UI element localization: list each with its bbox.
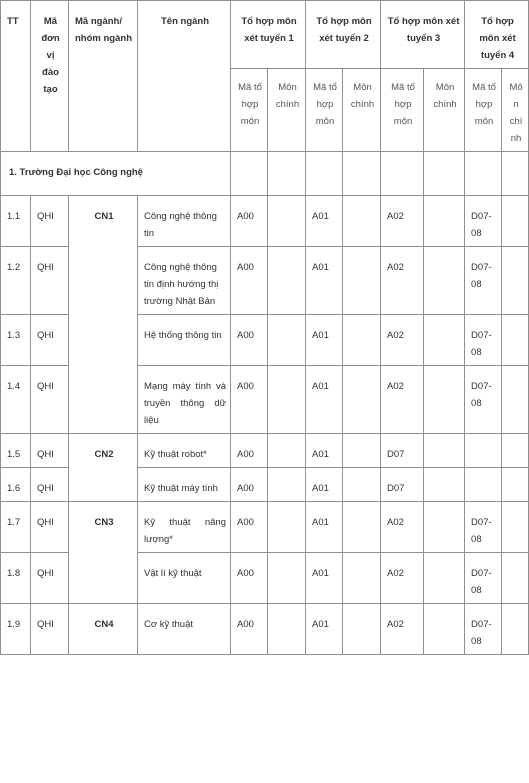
header-ma-to-hop-1: Mã tổ hợp môn xyxy=(231,69,268,152)
row-combo-1: A00 xyxy=(231,604,268,655)
header-ma-to-hop-4: Mã tổ hợp môn xyxy=(465,69,502,152)
group-code-cn4: CN4 xyxy=(69,604,138,655)
row-unit: QHI xyxy=(31,502,69,553)
header-to-hop-2: Tổ hợp môn xét tuyển 2 xyxy=(306,1,381,69)
row-tt: 1.3 xyxy=(1,315,31,366)
row-combo-3: A02 xyxy=(381,502,424,553)
row-combo-1: A00 xyxy=(231,247,268,315)
header-tt: TT xyxy=(1,1,31,152)
row-combo-2: A01 xyxy=(306,434,343,468)
row-combo-2: A01 xyxy=(306,247,343,315)
row-name: Kỹ thuật năng lượng* xyxy=(138,502,231,553)
row-combo-1: A00 xyxy=(231,366,268,434)
header-ma-nganh: Mã ngành/ nhóm ngành xyxy=(69,1,138,152)
row-tt: 1.1 xyxy=(1,196,31,247)
row-combo-3: A02 xyxy=(381,247,424,315)
row-combo-2: A01 xyxy=(306,604,343,655)
row-unit: QHI xyxy=(31,434,69,468)
row-combo-3: A02 xyxy=(381,315,424,366)
row-name: Công nghệ thông tin định hướng thị trường Nhật Bản xyxy=(138,247,231,315)
row-combo-3: A02 xyxy=(381,553,424,604)
row-combo-2: A01 xyxy=(306,366,343,434)
row-name: Mạng máy tính và truyền thông dữ liệu xyxy=(138,366,231,434)
header-ma-to-hop-3: Mã tổ hợp môn xyxy=(381,69,424,152)
row-combo-3: D07 xyxy=(381,468,424,502)
group-code-cn1: CN1 xyxy=(69,196,138,434)
row-name: Cơ kỹ thuật xyxy=(138,604,231,655)
row-tt: 1.5 xyxy=(1,434,31,468)
row-tt: 1.2 xyxy=(1,247,31,315)
row-unit: QHI xyxy=(31,247,69,315)
section-row xyxy=(1,152,529,196)
row-unit: QHI xyxy=(31,196,69,247)
header-mon-chinh-3: Môn chính xyxy=(424,69,465,152)
row-combo-1: A00 xyxy=(231,502,268,553)
row-combo-1: A00 xyxy=(231,196,268,247)
row-combo-2: A01 xyxy=(306,315,343,366)
header-row-1 xyxy=(1,1,529,69)
row-tt: 1.7 xyxy=(1,502,31,553)
row-unit: QHI xyxy=(31,604,69,655)
row-tt: 1.8 xyxy=(1,553,31,604)
row-combo-1: A00 xyxy=(231,553,268,604)
row-tt: 1.9 xyxy=(1,604,31,655)
row-tt: 1.4 xyxy=(1,366,31,434)
group-code-cn2: CN2 xyxy=(69,434,138,502)
row-unit: QHI xyxy=(31,553,69,604)
row-name: Kỹ thuật máy tính xyxy=(138,468,231,502)
header-ten-nganh: Tên ngành xyxy=(138,1,231,152)
row-unit: QHI xyxy=(31,468,69,502)
row-combo-4: D07-08 xyxy=(465,247,502,315)
table-row xyxy=(1,434,529,468)
row-unit: QHI xyxy=(31,366,69,434)
header-to-hop-4: Tổ hợp môn xét tuyển 4 xyxy=(465,1,529,69)
row-combo-4: D07-08 xyxy=(465,502,502,553)
row-name: Hệ thống thông tin xyxy=(138,315,231,366)
row-combo-1: A00 xyxy=(231,468,268,502)
row-combo-2: A01 xyxy=(306,553,343,604)
header-mon-chinh-2: Môn chính xyxy=(343,69,381,152)
row-combo-1: A00 xyxy=(231,434,268,468)
row-combo-3: A02 xyxy=(381,604,424,655)
group-code-cn3: CN3 xyxy=(69,502,138,604)
header-mon-chinh-4: Môn chính xyxy=(502,69,529,152)
row-name: Vật lí kỹ thuật xyxy=(138,553,231,604)
table-row xyxy=(1,604,529,655)
row-combo-2: A01 xyxy=(306,502,343,553)
row-combo-4: D07-08 xyxy=(465,315,502,366)
header-ma-to-hop-2: Mã tổ hợp môn xyxy=(306,69,343,152)
row-name: Kỹ thuật robot* xyxy=(138,434,231,468)
row-combo-4: D07-08 xyxy=(465,366,502,434)
row-combo-1: A00 xyxy=(231,315,268,366)
row-combo-3: D07 xyxy=(381,434,424,468)
row-combo-4 xyxy=(465,468,502,502)
row-combo-3: A02 xyxy=(381,196,424,247)
row-combo-4: D07-08 xyxy=(465,553,502,604)
row-combo-4 xyxy=(465,434,502,468)
header-mon-chinh-1: Môn chính xyxy=(268,69,306,152)
row-combo-2: A01 xyxy=(306,468,343,502)
table-row xyxy=(1,502,529,553)
header-ma-don-vi: Mã đơn vị đào tạo xyxy=(31,1,69,152)
header-to-hop-3: Tổ hợp môn xét tuyển 3 xyxy=(381,1,465,69)
row-tt: 1.6 xyxy=(1,468,31,502)
header-to-hop-1: Tổ hợp môn xét tuyển 1 xyxy=(231,1,306,69)
table-row xyxy=(1,196,529,247)
section-title: 1. Trường Đại học Công nghệ xyxy=(1,152,231,196)
row-combo-2: A01 xyxy=(306,196,343,247)
row-combo-4: D07-08 xyxy=(465,196,502,247)
row-combo-4: D07-08 xyxy=(465,604,502,655)
row-combo-3: A02 xyxy=(381,366,424,434)
row-name: Công nghệ thông tin xyxy=(138,196,231,247)
row-unit: QHI xyxy=(31,315,69,366)
